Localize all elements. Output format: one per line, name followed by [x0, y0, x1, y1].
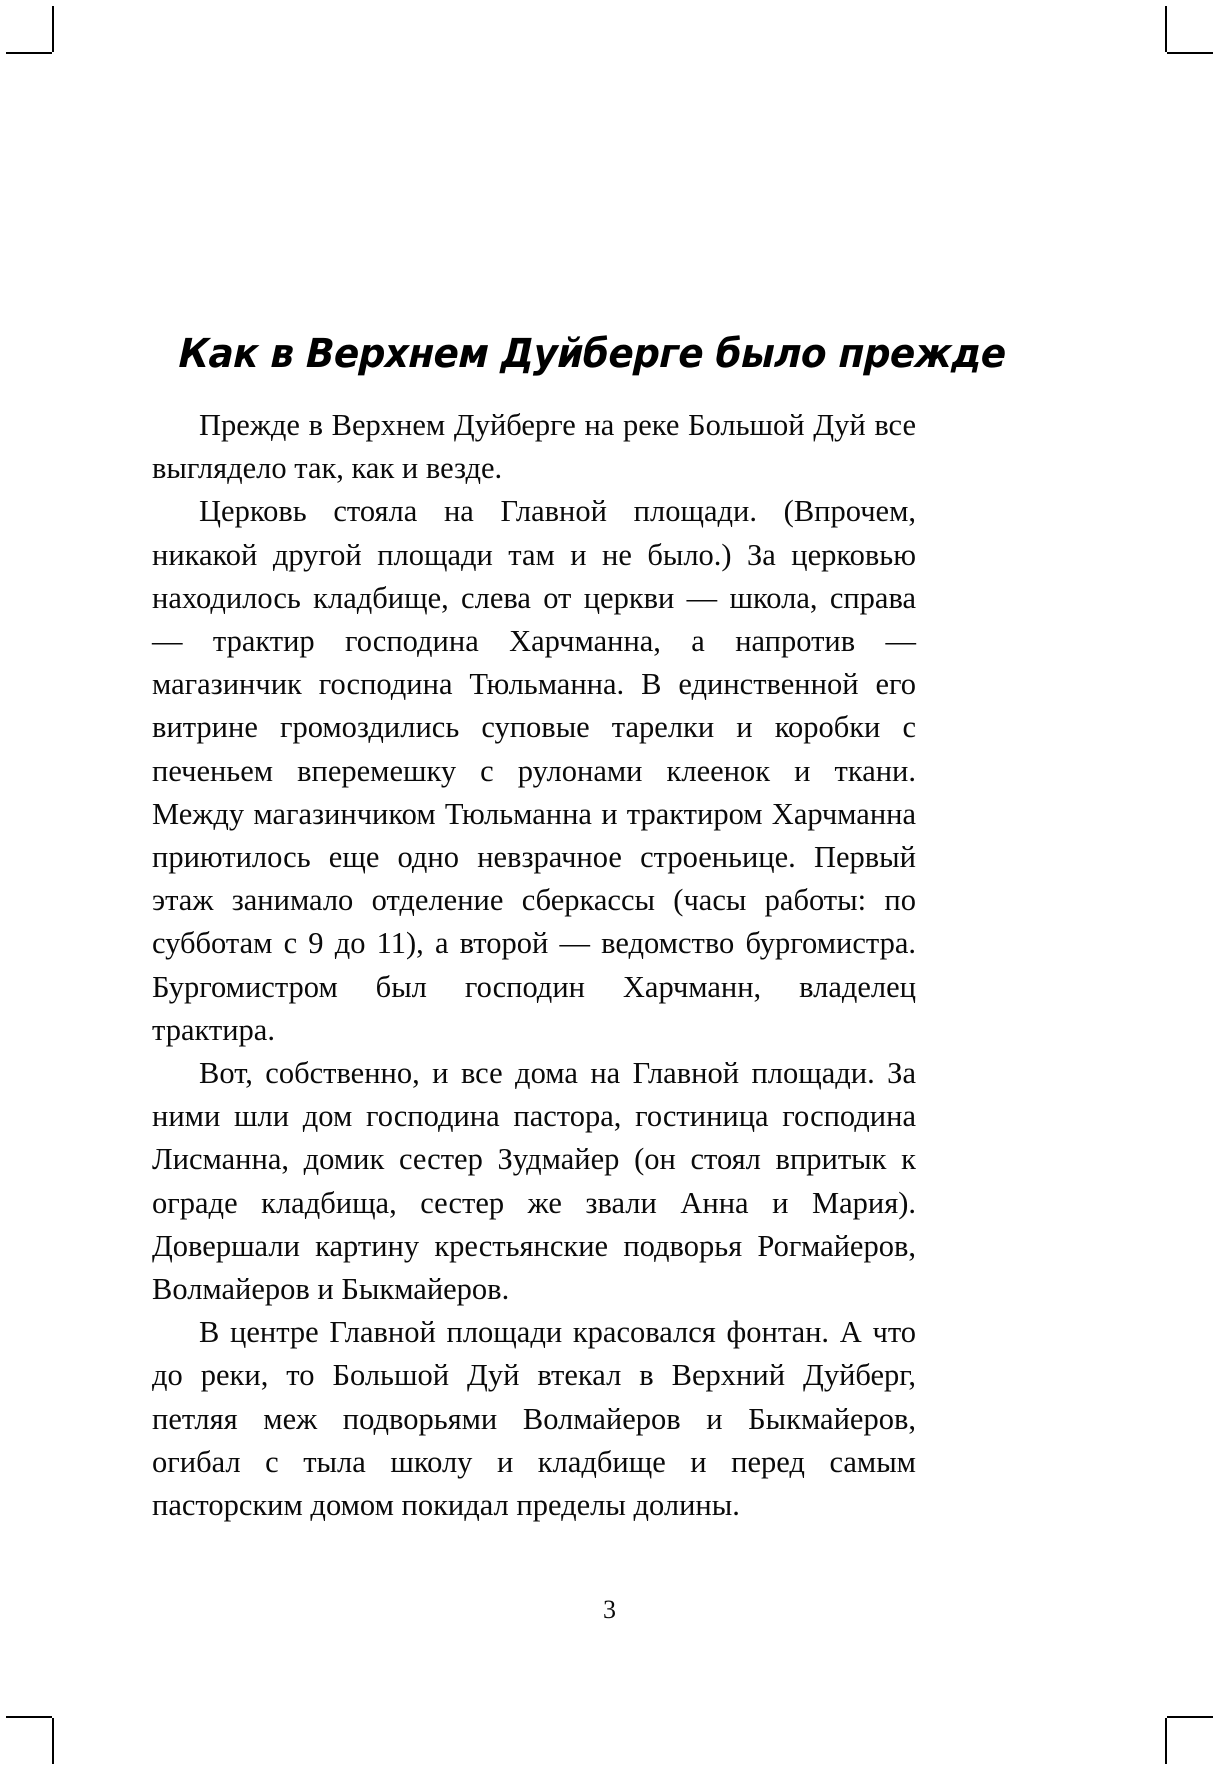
crop-mark-top-right-vertical — [1165, 6, 1167, 52]
paragraph: Вот, собственно, и все дома на Главной площади. За ними шли дом господина пастора, гостиница господина Лисманна, домик сестер Зудмайер (он стоял впритык к ограде кладбища, сестер же звали Анна и Мария). Довершали картину крестьянские подворья Рогмайеров, Волмайеров и Быкмайеров. — [152, 1056, 916, 1307]
body-text — [152, 404, 916, 1527]
crop-mark-top-left-horizontal — [6, 52, 52, 54]
paragraph: В центре Главной площади красовался фонтан. А что до реки, то Большой Дуй втекал в Верхний Дуйберг, петляя меж подворьями Волмайеров и Быкмайеров, огибал с тыла школу и кладбище и перед самым пасторским домом покидал пределы долины. — [152, 1315, 916, 1523]
crop-mark-bottom-left-horizontal — [6, 1716, 52, 1718]
paragraph: Прежде в Верхнем Дуйберге на реке Большой Дуй все выглядело так, как и везде. — [152, 408, 916, 486]
crop-mark-bottom-right-vertical — [1165, 1718, 1167, 1764]
crop-mark-bottom-left-vertical — [52, 1718, 54, 1764]
page-number: 3 — [603, 1595, 616, 1624]
crop-mark-top-left-vertical — [52, 6, 54, 52]
crop-mark-top-right-horizontal — [1167, 52, 1213, 54]
paragraph: Церковь стояла на Главной площади. (Впрочем, никакой другой площади там и не было.) За церковью находилось кладбище, слева от церкви — школа, справа — трактир господина Харчманна, а напротив — магазинчик господина Тюльманна. В единственной его витрине громоздились суповые тарелки и коробки с печеньем вперемешку с рулонами клеенок и ткани. Между магазинчиком Тюльманна и трактиром Харчманна приютилось еще одно невзрачное строеньице. Первый этаж занимало отделение сберкассы (часы работы: по субботам с 9 до 11), а второй — ведомство бургомистра. Бургомистром был господин Харчманн, владелец трактира. — [152, 494, 916, 1047]
chapter-title: Как в Верхнем Дуйберге было прежде — [177, 331, 1007, 377]
crop-mark-bottom-right-horizontal — [1167, 1716, 1213, 1718]
text-block — [152, 330, 1007, 1527]
